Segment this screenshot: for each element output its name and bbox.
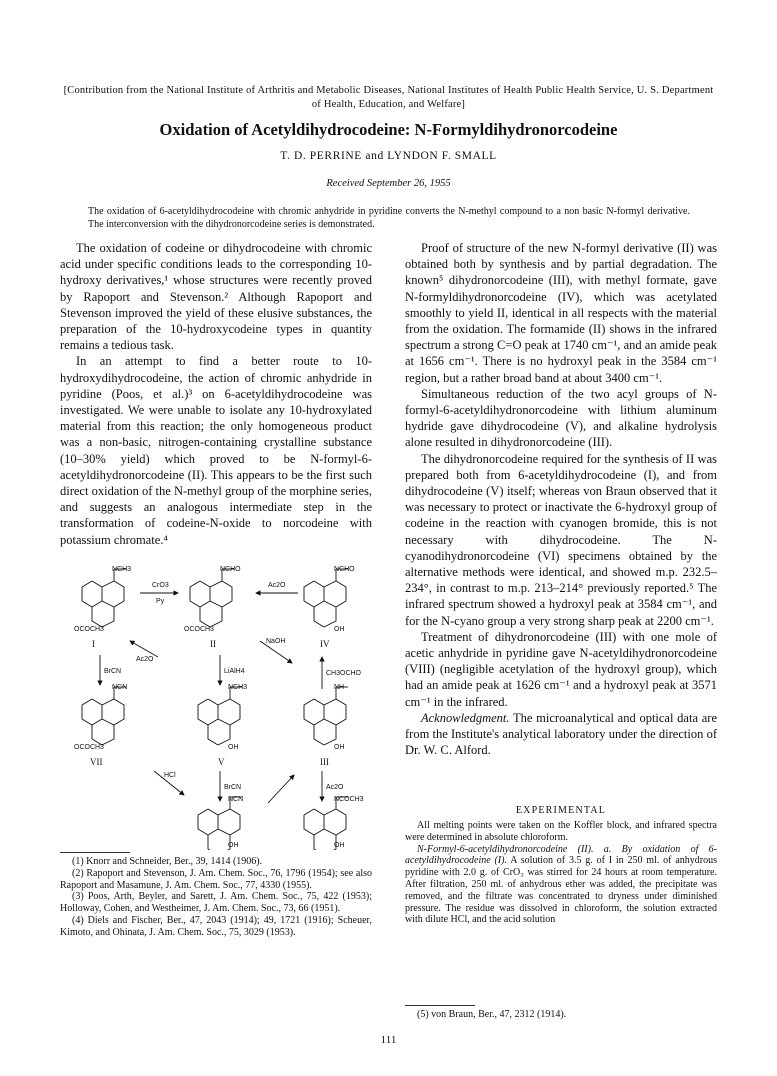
footnote-4: (4) Diels and Fischer, Ber., 47, 2043 (1914); 49, 1721 (1916); Scheuer, Kimoto, and Ohinata, J. Am. Chem. Soc., 75, 3029 (1953).	[60, 914, 372, 938]
experimental-heading: EXPERIMENTAL	[515, 805, 607, 816]
compound-VII: VII	[90, 757, 103, 767]
footnote-rule-right	[405, 1005, 475, 1006]
reagent-brcn-b: BrCN	[224, 784, 242, 791]
page-number: 111	[380, 1034, 397, 1046]
label-nh: NH	[334, 684, 345, 691]
left-column	[60, 240, 372, 548]
right-paragraph-2: Simultaneous reduction of the two acyl groups of N-formyl-6-acetyldihydronorcodeine with lithium aluminum hydride gave dihydrocodeine (V), and alkaline hydrolysis alone resulted in dihydronorcodeine (III).	[405, 386, 717, 450]
reagent-py: Py	[156, 598, 165, 605]
acknowledgment-text: The microanalytical and optical data are from the Institute's analytical laboratory under the direction of Dr. W. C. Alford.	[405, 710, 717, 758]
label-oh-c: OH	[334, 744, 345, 751]
footnotes-left	[60, 856, 372, 939]
structure-IV	[304, 569, 348, 627]
experimental-body	[405, 820, 717, 926]
label-nch3-a: NCH3	[112, 566, 132, 573]
reagent-ac2o-c: Ac2O	[326, 784, 344, 791]
footnote-2: (2) Rapoport and Stevenson, J. Am. Chem. Soc., 76, 1796 (1954); see also Rapoport and Masamune, J. Am. Chem. Soc., 77, 4330 (1955).	[60, 867, 372, 891]
label-nch3-b: NCH3	[228, 684, 248, 691]
label-ncn-b: NCN	[228, 796, 244, 803]
label-ncn-a: NCN	[112, 684, 128, 691]
footnote-1: (1) Knorr and Schneider, Ber., 39, 1414 (1906).	[72, 856, 263, 867]
contribution-line: [Contribution from the National Institute of Arthritis and Metabolic Diseases, National Institutes of Health Public Health Service, U. S. Department of Health, Education, and Welfare]	[63, 85, 714, 110]
author-line: T. D. PERRINE and LYNDON F. SMALL	[280, 150, 497, 162]
acknowledgment	[405, 710, 717, 759]
compound-I: I	[92, 639, 95, 649]
right-paragraph-3: The dihydronorcodeine required for the synthesis of II was prepared both from 6-acetyldihydrocodeine (I), and from dihydrocodeine (V) itself; whereas von Braun observed that it was necessary to protect or inactivate the 6-hydroxyl group of codeine in the reaction with cyanogen bromide, this is not necessary with dihydrocodeine. The N-cyanodihydronorcodeine (VI) specimens obtained by the alternative methods were identical, and showed m.p. 232.5–234°, in contrast to m.p. 213–214° previously reported.⁵ The infrared spectrum showed a hydroxyl peak at 3584 cm⁻¹, and for the N-cyano group a very strong sharp peak at 2200 cm⁻¹.	[405, 451, 717, 628]
received-date: Received September 26, 1955	[326, 178, 451, 189]
label-ococh3-b: OCOCH3	[184, 626, 214, 633]
reagent-ac2o-b: Ac2O	[136, 656, 154, 663]
footnote-5: (5) von Braun, Ber., 47, 2312 (1914).	[417, 1009, 567, 1020]
reagent-lialh4: LiAlH4	[224, 668, 245, 675]
footnote-3: (3) Poos, Arth, Beyler, and Sarett, J. Am. Chem. Soc., 75, 422 (1953); Holloway, Cohen, and Westheimer, J. Am. Chem. Soc., 73, 66 (1951).	[60, 891, 372, 915]
label-oh-a: OH	[334, 626, 345, 633]
compound-IV: IV	[320, 639, 330, 649]
reagent-ch3ocho: CH3OCHO	[326, 670, 362, 677]
experimental-paragraph-1: All melting points were taken on the Koffler block, and infrared spectra were determined in absolute chloroform.	[405, 820, 717, 843]
reagent-naoh: NaOH	[266, 638, 286, 645]
label-nCHO-a: NCHO	[220, 566, 241, 573]
acknowledgment-lead: Acknowledgment.	[421, 710, 510, 725]
footnote-rule-left	[60, 852, 130, 853]
article-title: Oxidation of Acetyldihydrocodeine: N-Formyldihydronorcodeine	[159, 120, 618, 139]
label-oh-b: OH	[228, 744, 239, 751]
experimental-paragraph-2	[405, 844, 717, 927]
reaction-scheme	[72, 565, 372, 850]
compound-III: III	[320, 757, 329, 767]
reagent-ac2o-a: Ac2O	[268, 582, 286, 589]
reagent-cro3: CrO3	[152, 582, 169, 589]
right-column	[405, 240, 717, 759]
right-paragraph-4: Treatment of dihydronorcodeine (III) with one mole of acetic anhydride in pyridine gave N-acetyldihydronorcodeine (VIII) (negligible acetylation of the hydroxyl group), which had an amide peak at 1626 cm⁻¹ and a hydroxyl peak at 3571 cm⁻¹ in the infrared.	[405, 629, 717, 709]
abstract: The oxidation of 6-acetyldihydrocodeine with chromic anhydride in pyridine converts the N-methyl compound to a non basic N-formyl derivative. The interconversion with the dihydronorcodeine series is demonstrated.	[88, 206, 690, 230]
structure-VII	[82, 687, 126, 745]
structure-V	[198, 687, 242, 745]
left-paragraph-2: In an attempt to find a better route to 10-hydroxydihydrocodeine, the action of chromic anhydride in pyridine (Poos, et al.)³ on 6-acetyldihydrocodeine was investigated. We were unable to isolate any 10-hydroxylated material from this reaction; the only homogeneous product was a non-basic, nitrogen-containing crystalline substance (10–30% yield) which proved to be N-formyl-6-acetyldihydronorcodeine (II). This appears to be the first such direct oxidation of the N-methyl group of the morphine series, and suggests an analogous intermediate step in the transformation of codeine-N-oxide to norcodeine with potassium chromate.⁴	[60, 354, 372, 547]
label-nCHO-b: NCHO	[334, 566, 355, 573]
label-ncoch3: NCOCH3	[334, 796, 364, 803]
label-oh-d: OH	[228, 842, 239, 849]
right-paragraph-1: Proof of structure of the new N-formyl derivative (II) was obtained both by synthesis and by partial degradation. The known⁵ dihydronorcodeine (III), with methyl formate, gave N-formyldihydronorcodeine (IV), which was acetylated smoothly to yield II, identical in all respects with the material from the oxidation. The formamide (II) shows in the infrared spectrum a strong C=O peak at 1740 cm⁻¹, and an amide peak at 1656 cm⁻¹. There is no hydroxyl peak in the 3584 cm⁻¹ region, but a rather broad band at about 3400 cm⁻¹.	[405, 241, 717, 385]
experimental-paragraph-2-lead: N-Formyl-6-acetyldihydronorcodeine (II). a. By oxidation of 6-acetyldihydrocodeine (I).	[405, 843, 717, 867]
label-ococh3-a: OCOCH3	[74, 626, 104, 633]
reagent-hcl: HCl	[164, 772, 176, 779]
compound-II: II	[210, 639, 216, 649]
left-paragraph-1: The oxidation of codeine or dihydrocodeine with chromic acid under specific conditions leads to the corresponding 10-hydroxy derivatives,¹ whose structures were recently proved by Rapoport and Stevenson.² Although Rapoport and Stevenson improved the yield of these elusive substances, the preparation of the 10-hydroxycodeine types in quantity remains a tedious task.	[60, 241, 372, 353]
structure-I	[82, 569, 126, 627]
experimental-paragraph-2-text: A solution of 3.5 g. of I in 250 ml. of anhydrous pyridine with 2.0 g. of CrO₃ was stirred for 24 hours at room temperature. After filtration, 250 ml. of anhydrous ether was added, the precipitate was removed, and the filtrate was concentrated to dryness under diminished pressure. The residue was dissolved in chloroform, the solution extracted with dilute HCl, and the acid solution	[405, 855, 717, 926]
structure-III	[304, 687, 348, 745]
label-ococh3-c: OCOCH3	[74, 744, 104, 751]
compound-V: V	[218, 757, 225, 767]
label-oh-e: OH	[334, 842, 345, 849]
reagent-brcn-a: BrCN	[104, 668, 122, 675]
structure-II	[190, 569, 234, 627]
